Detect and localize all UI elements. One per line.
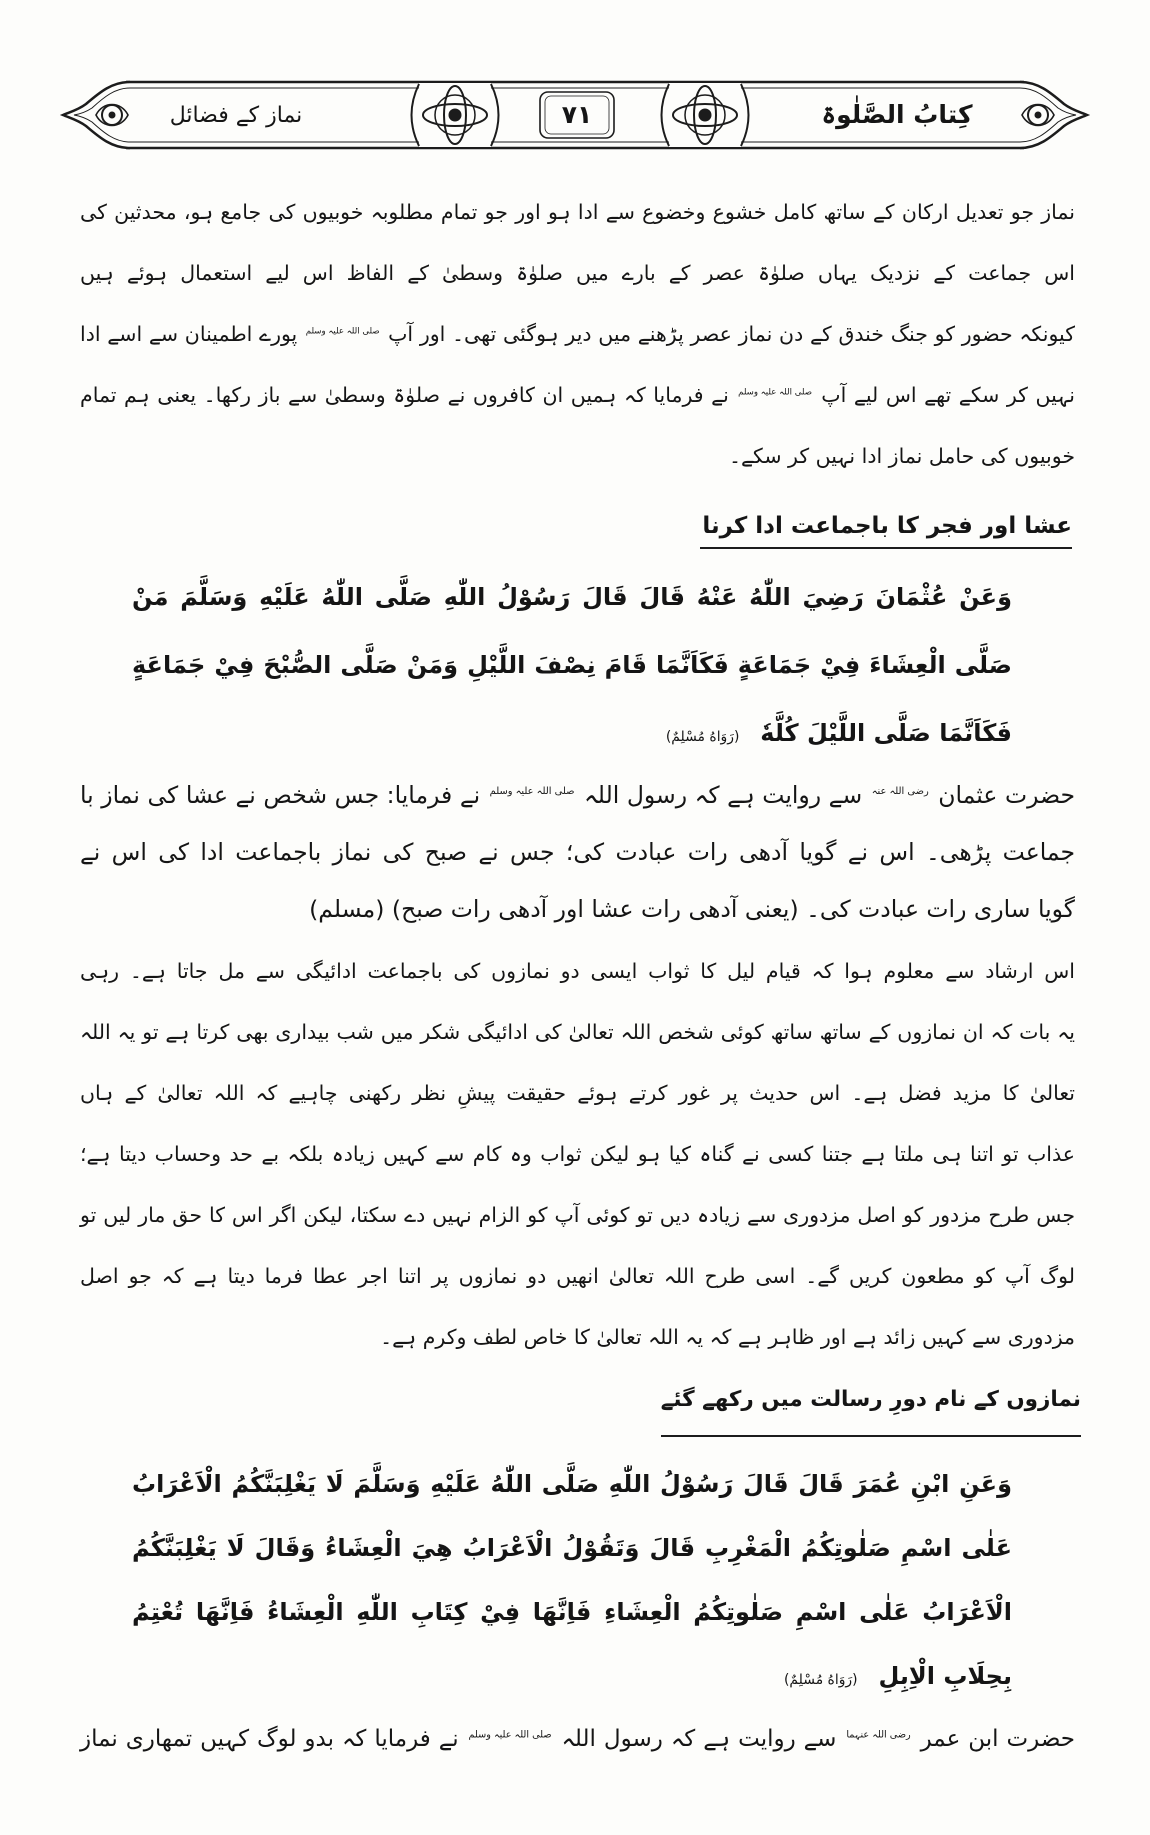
- text-line: [80, 304, 1075, 365]
- text-line: [80, 767, 1075, 824]
- section-heading: [661, 1379, 1081, 1437]
- text-segment: نے فرمایا کہ بدو لوگ کہیں تمھاری نماز: [80, 1726, 459, 1752]
- running-book-title: کِتابُ الصَّلٰوۃ: [821, 100, 973, 129]
- text-line: عذاب تو اتنا ہی ملتا ہے جتنا کسی نے گناہ کیا ہو لیکن ثواب وہ کام سے کہیں زیادہ بلکہ بے حد وحساب دیتا ہے؛: [80, 1142, 1075, 1166]
- arabic-line: صَلَّى الْعِشَاءَ فِيْ جَمَاعَةٍ فَكَاَنَّمَا قَامَ نِصْفَ اللَّيْلِ وَمَنْ صَلَّى الصُّبْحَ فِيْ جَمَاعَةٍ: [132, 651, 1012, 679]
- section-heading: [700, 505, 1072, 549]
- text-segment: نے فرمایا کہ ہمیں ان کافروں نے صلوٰۃ وسطیٰ سے باز رکھا۔ یعنی ہم تمام: [80, 383, 729, 407]
- text-line: نماز جو تعدیل ارکان کے ساتھ کامل خشوع وخضوع سے ادا ہو اور جو تمام مطلوبہ خوبیوں کی جامع ہو، محدثین کی: [80, 200, 1075, 224]
- text-line: خوبیوں کی حامل نماز ادا نہیں کر سکے۔: [728, 444, 1075, 468]
- arabic-line: عَلٰى اسْمِ صَلٰوتِكُمُ الْمَغْرِبِ قَالَ وَتَقُوْلُ الْاَعْرَابُ هِيَ الْعِشَاءُ وَقَالَ لَا يَغْلِبَنَّكُمُ: [132, 1534, 1012, 1562]
- hadith-translation: [80, 767, 1075, 938]
- text-segment: نے فرمایا: جس شخص نے عشا کی نماز با: [80, 781, 481, 809]
- running-chapter-title: نماز کے فضائل: [169, 103, 303, 128]
- hadith-arabic-text: [132, 563, 1012, 771]
- text-segment: سے روایت ہے کہ رسول اللہ: [561, 1726, 837, 1752]
- honorific-radi: رضی اللہ عنہما: [846, 1729, 911, 1741]
- text-line: گویا ساری رات عبادت کی۔ (یعنی آدھی رات عشا اور آدھی رات صبح) (مسلم): [309, 895, 1075, 923]
- honorific-salla: صلی اللہ علیہ وسلم: [738, 387, 813, 398]
- rosette-ornament: [412, 83, 499, 147]
- text-line: لوگ آپ کو مطعون کریں گے۔ اسی طرح اللہ تعالیٰ انھیں دو نمازوں پر اتنا اجر عطا فرما دیتا ہے کہ جو اصل: [80, 1264, 1075, 1288]
- hadith-reference: (رَوَاهُ مُسْلِمٌ): [665, 729, 740, 745]
- text-segment: سے روایت ہے کہ رسول اللہ: [584, 781, 863, 809]
- text-line: تعالیٰ کا مزید فضل ہے۔ اس حدیث پر غور کرتے ہوئے حقیقت پیشِ نظر رکھنی چاہیے کہ اللہ تعالیٰ کے ہاں: [80, 1081, 1075, 1105]
- text-line: یہ بات کہ ان نمازوں کے ساتھ ساتھ کوئی شخص اللہ تعالیٰ کی ادائیگی شکر میں شب بیداری بھی کرتا ہے تو یہ اللہ: [80, 1020, 1075, 1044]
- hadith-reference: (رَوَاهُ مُسْلِمٌ): [784, 1672, 858, 1688]
- arabic-segment: بِحِلَابِ الْاِبِلِ: [878, 1662, 1012, 1690]
- text-segment: کیونکہ حضور کو جنگ خندق کے دن نماز عصر پڑھنے میں دیر ہوگئی تھی۔ اور آپ: [388, 322, 1075, 346]
- section-heading-text: نمازوں کے نام دورِ رسالت میں رکھے گئے: [660, 1387, 1081, 1412]
- text-line: مزدوری سے کہیں زائد ہے اور ظاہر ہے کہ یہ اللہ تعالیٰ کا خاص لطف وکرم ہے۔: [380, 1325, 1075, 1349]
- text-line: اس جماعت کے نزدیک یہاں صلوٰۃ عصر کے بارے میں صلوٰۃ وسطیٰ کے الفاظ اس لیے استعمال ہوئے ہیں: [80, 261, 1075, 285]
- text-line: [80, 1710, 1075, 1768]
- text-line: [80, 365, 1075, 426]
- text-segment: حضرت ابن عمر: [920, 1726, 1076, 1752]
- text-segment: پورے اطمینان سے اسے ادا: [80, 322, 298, 346]
- header-frame: [0, 0, 1150, 170]
- section-heading-text: عشا اور فجر کا باجماعت ادا کرنا: [702, 513, 1072, 539]
- text-line: جماعت پڑھی۔ اس نے گویا آدھی رات عبادت کی؛ جس نے صبح کی نماز باجماعت ادا کی اس نے: [80, 838, 1075, 866]
- arabic-line: وَعَنْ عُثْمَانَ رَضِيَ اللّٰهُ عَنْهُ قَالَ قَالَ رَسُوْلُ اللّٰهِ صَلَّى اللّٰهُ عَلَيْهِ وَسَلَّمَ مَنْ: [132, 583, 1012, 611]
- honorific-radi: رضی اللہ عنہ: [871, 786, 929, 798]
- arabic-line: [132, 699, 1012, 771]
- text-segment: نہیں کر سکے تھے اس لیے آپ: [821, 383, 1075, 407]
- rosette-ornament: [662, 83, 749, 147]
- arabic-segment: فَكَاَنَّمَا صَلَّى اللَّيْلَ كُلَّهٗ: [760, 719, 1012, 747]
- arabic-line: وَعَنِ ابْنِ عُمَرَ قَالَ قَالَ رَسُوْلُ اللّٰهِ صَلَّى اللّٰهُ عَلَيْهِ وَسَلَّمَ لَا يَغْلِبَنَّكُمُ الْاَعْرَابُ: [132, 1470, 1012, 1498]
- paragraph: [80, 941, 1075, 1368]
- right-end-ornament: [1020, 82, 1087, 148]
- honorific-salla: صلی اللہ علیہ وسلم: [489, 786, 575, 798]
- paragraph: [80, 182, 1075, 487]
- hadith-arabic-text: [132, 1452, 1012, 1712]
- honorific-salla: صلی اللہ علیہ وسلم: [305, 326, 380, 337]
- arabic-line: الْاَعْرَابُ عَلٰى اسْمِ صَلٰوتِكُمُ الْعِشَاءِ فَاِنَّهَا فِيْ كِتَابِ اللّٰهِ الْعِشَاءُ فَاِنَّهَا تُعْتِمُ: [132, 1598, 1012, 1626]
- honorific-salla: صلی اللہ علیہ وسلم: [468, 1729, 552, 1741]
- page-number: ۷۱: [561, 100, 593, 129]
- text-line: جس طرح مزدور کو اصل مزدوری سے زیادہ دیں تو کوئی آپ کو الزام نہیں دے سکتا، لیکن اگر اس کا حق مار لیں تو: [80, 1203, 1075, 1227]
- arabic-line: [132, 1644, 1012, 1712]
- text-segment: حضرت عثمان: [938, 781, 1075, 809]
- text-line: اس ارشاد سے معلوم ہوا کہ قیام لیل کا ثواب ایسی دو نمازوں کی باجماعت ادائیگی سے مل جاتا ہے۔ رہی: [80, 959, 1075, 983]
- hadith-translation: [80, 1710, 1075, 1768]
